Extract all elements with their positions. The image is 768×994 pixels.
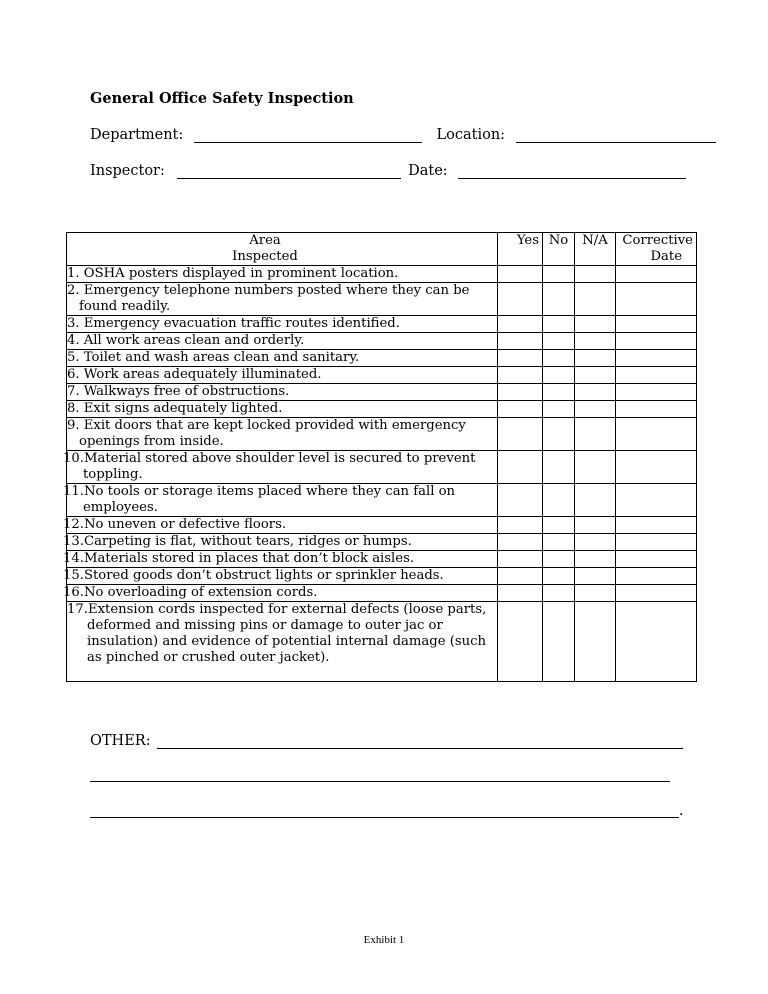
yes-cell[interactable] bbox=[498, 266, 543, 283]
item-10: 10.Material stored above shoulder level is secured to prevent toppling. bbox=[63, 451, 476, 482]
na-cell[interactable] bbox=[575, 418, 616, 451]
yes-cell[interactable] bbox=[498, 534, 543, 551]
header-no: No bbox=[548, 233, 569, 248]
na-cell[interactable] bbox=[575, 534, 616, 551]
table-row bbox=[67, 568, 697, 585]
item-8: 8. Exit signs adequately lighted. bbox=[67, 401, 283, 416]
inspection-checklist-table bbox=[63, 232, 697, 682]
yes-cell[interactable] bbox=[498, 568, 543, 585]
na-cell[interactable] bbox=[575, 484, 616, 517]
item-2: 2. Emergency telephone numbers posted where they can be found readily. bbox=[67, 283, 470, 314]
item-11: 11.No tools or storage items placed where they can fall on employees. bbox=[63, 484, 456, 515]
item-3: 3. Emergency evacuation traffic routes identified. bbox=[67, 316, 400, 331]
no-cell[interactable] bbox=[543, 451, 575, 484]
table-row bbox=[67, 517, 697, 534]
corrective-date-cell[interactable] bbox=[616, 602, 697, 682]
header-area-line2: Inspected bbox=[232, 249, 298, 264]
inspector-date-row bbox=[90, 163, 686, 179]
date-label: Date: bbox=[408, 163, 448, 179]
table-row bbox=[67, 384, 697, 401]
department-location-row bbox=[90, 127, 716, 143]
table-row bbox=[67, 585, 697, 602]
item-17: 17.Extension cords inspected for external defects (loose parts, deformed and missing pins or damage to outer jac or insulation) and evidence of potential internal damage (such as pinched or crushed outer jacket). bbox=[67, 602, 487, 665]
no-cell[interactable] bbox=[543, 316, 575, 333]
item-13: 13.Carpeting is flat, without tears, ridges or humps. bbox=[63, 534, 412, 549]
inspector-blank[interactable] bbox=[177, 164, 401, 179]
other-blank-line-3[interactable] bbox=[90, 817, 679, 818]
page-footer: Exhibit 1 bbox=[363, 934, 405, 946]
na-cell[interactable] bbox=[575, 283, 616, 316]
other-blank-line-2[interactable] bbox=[90, 781, 670, 782]
na-cell[interactable] bbox=[575, 602, 616, 682]
no-cell[interactable] bbox=[543, 333, 575, 350]
header-no-cell bbox=[543, 233, 575, 266]
yes-cell[interactable] bbox=[498, 283, 543, 316]
na-cell[interactable] bbox=[575, 316, 616, 333]
yes-cell[interactable] bbox=[498, 517, 543, 534]
yes-cell[interactable] bbox=[498, 316, 543, 333]
no-cell[interactable] bbox=[543, 283, 575, 316]
yes-cell[interactable] bbox=[498, 418, 543, 451]
corrective-date-cell[interactable] bbox=[616, 316, 697, 333]
table-row bbox=[67, 451, 697, 484]
no-cell[interactable] bbox=[543, 418, 575, 451]
header-corrective-date-cell bbox=[616, 233, 697, 266]
corrective-date-cell[interactable] bbox=[616, 418, 697, 451]
table-row bbox=[67, 333, 697, 350]
corrective-date-cell[interactable] bbox=[616, 517, 697, 534]
no-cell[interactable] bbox=[543, 266, 575, 283]
header-corrective-line2: Date bbox=[650, 249, 682, 264]
na-cell[interactable] bbox=[575, 551, 616, 568]
header-corrective-line1: Corrective bbox=[622, 233, 693, 248]
table-row bbox=[67, 266, 697, 283]
table-row bbox=[67, 418, 697, 451]
corrective-date-cell[interactable] bbox=[616, 551, 697, 568]
item-14: 14.Materials stored in places that don’t block aisles. bbox=[63, 551, 415, 566]
table-header-row bbox=[67, 233, 697, 266]
item-6: 6. Work areas adequately illuminated. bbox=[67, 367, 322, 382]
corrective-date-cell[interactable] bbox=[616, 534, 697, 551]
yes-cell[interactable] bbox=[498, 551, 543, 568]
department-label: Department: bbox=[90, 127, 184, 143]
table-row bbox=[67, 484, 697, 517]
table-row bbox=[67, 350, 697, 367]
yes-cell[interactable] bbox=[498, 585, 543, 602]
na-cell[interactable] bbox=[575, 517, 616, 534]
corrective-date-cell[interactable] bbox=[616, 283, 697, 316]
na-cell[interactable] bbox=[575, 333, 616, 350]
other-label: OTHER: bbox=[90, 733, 151, 749]
item-12: 12.No uneven or defective floors. bbox=[63, 517, 287, 532]
item-1: 1. OSHA posters displayed in prominent location. bbox=[67, 266, 399, 281]
date-blank[interactable] bbox=[458, 164, 686, 179]
no-cell[interactable] bbox=[543, 367, 575, 384]
corrective-date-cell[interactable] bbox=[616, 484, 697, 517]
na-cell[interactable] bbox=[575, 401, 616, 418]
header-yes: Yes bbox=[516, 233, 539, 248]
item-5: 5. Toilet and wash areas clean and sanitary. bbox=[67, 350, 360, 365]
na-cell[interactable] bbox=[575, 266, 616, 283]
table-row bbox=[67, 401, 697, 418]
form-title: General Office Safety Inspection bbox=[90, 90, 354, 107]
yes-cell[interactable] bbox=[498, 350, 543, 367]
item-15: 15.Stored goods don’t obstruct lights or sprinkler heads. bbox=[63, 568, 444, 583]
na-cell[interactable] bbox=[575, 350, 616, 367]
na-cell[interactable] bbox=[575, 367, 616, 384]
header-area-cell bbox=[67, 233, 498, 266]
na-cell[interactable] bbox=[575, 451, 616, 484]
no-cell[interactable] bbox=[543, 484, 575, 517]
table-row bbox=[67, 602, 697, 682]
no-cell[interactable] bbox=[543, 551, 575, 568]
item-16: 16.No overloading of extension cords. bbox=[63, 585, 318, 600]
department-blank[interactable] bbox=[194, 128, 422, 143]
corrective-date-cell[interactable] bbox=[616, 585, 697, 602]
yes-cell[interactable] bbox=[498, 602, 543, 682]
na-cell[interactable] bbox=[575, 568, 616, 585]
table-row bbox=[67, 283, 697, 316]
inspector-label: Inspector: bbox=[90, 163, 165, 179]
corrective-date-cell[interactable] bbox=[616, 451, 697, 484]
other-row bbox=[90, 733, 151, 749]
corrective-date-cell[interactable] bbox=[616, 350, 697, 367]
no-cell[interactable] bbox=[543, 350, 575, 367]
corrective-date-cell[interactable] bbox=[616, 266, 697, 283]
no-cell[interactable] bbox=[543, 585, 575, 602]
yes-cell[interactable] bbox=[498, 333, 543, 350]
location-label: Location: bbox=[436, 127, 506, 143]
na-cell[interactable] bbox=[575, 585, 616, 602]
header-yes-cell bbox=[498, 233, 543, 266]
table-row bbox=[67, 367, 697, 384]
no-cell[interactable] bbox=[543, 401, 575, 418]
header-area-line1: Area bbox=[249, 233, 281, 248]
table-row bbox=[67, 316, 697, 333]
corrective-date-cell[interactable] bbox=[616, 333, 697, 350]
header-na: N/A bbox=[582, 233, 608, 248]
location-blank[interactable] bbox=[516, 128, 716, 143]
other-blank-line-1[interactable] bbox=[157, 748, 683, 749]
header-na-cell bbox=[575, 233, 616, 266]
no-cell[interactable] bbox=[543, 602, 575, 682]
yes-cell[interactable] bbox=[498, 451, 543, 484]
table-row bbox=[67, 551, 697, 568]
no-cell[interactable] bbox=[543, 384, 575, 401]
corrective-date-cell[interactable] bbox=[616, 401, 697, 418]
yes-cell[interactable] bbox=[498, 401, 543, 418]
na-cell[interactable] bbox=[575, 384, 616, 401]
no-cell[interactable] bbox=[543, 534, 575, 551]
corrective-date-cell[interactable] bbox=[616, 568, 697, 585]
no-cell[interactable] bbox=[543, 517, 575, 534]
corrective-date-cell[interactable] bbox=[616, 384, 697, 401]
yes-cell[interactable] bbox=[498, 367, 543, 384]
no-cell[interactable] bbox=[543, 568, 575, 585]
item-9: 9. Exit doors that are kept locked provided with emergency openings from inside. bbox=[67, 418, 466, 449]
table-row bbox=[67, 534, 697, 551]
item-4: 4. All work areas clean and orderly. bbox=[67, 333, 305, 348]
yes-cell[interactable] bbox=[498, 484, 543, 517]
item-7: 7. Walkways free of obstructions. bbox=[67, 384, 290, 399]
closing-period: . bbox=[679, 803, 684, 819]
corrective-date-cell[interactable] bbox=[616, 367, 697, 384]
yes-cell[interactable] bbox=[498, 384, 543, 401]
